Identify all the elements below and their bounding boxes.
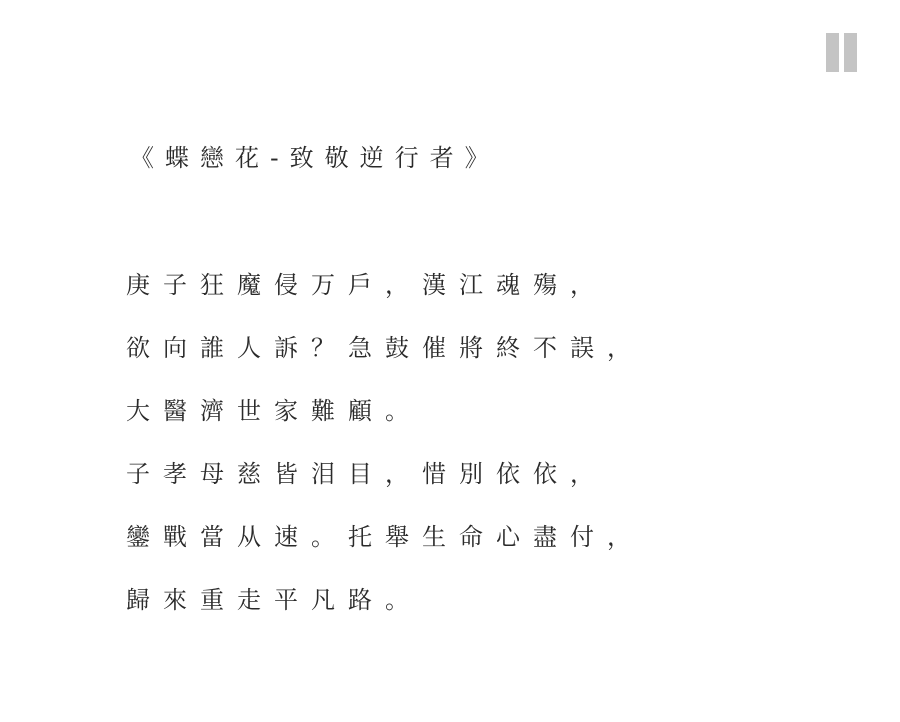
pause-icon-bar-left [826, 33, 839, 72]
poem-lines [126, 267, 766, 645]
poem-line-2: 欲向誰人訴？急鼓催將終不誤， [126, 334, 644, 362]
poem-line-6: 歸來重走平凡路。 [126, 586, 422, 614]
poem-container [126, 140, 766, 645]
poem-line-5: 鑾戰當从速。托舉生命心盡付， [126, 523, 644, 551]
pause-icon-bar-right [844, 33, 857, 72]
poem-title: 《蝶戀花-致敬逆行者》 [130, 144, 500, 172]
poem-line-4: 子孝母慈皆泪目，惜別依依， [126, 460, 607, 488]
poem-line-1: 庚子狂魔侵万戶，漢江魂殤， [126, 271, 607, 299]
pause-button[interactable] [826, 33, 857, 72]
poem-line-3: 大醫濟世家難顧。 [126, 397, 422, 425]
